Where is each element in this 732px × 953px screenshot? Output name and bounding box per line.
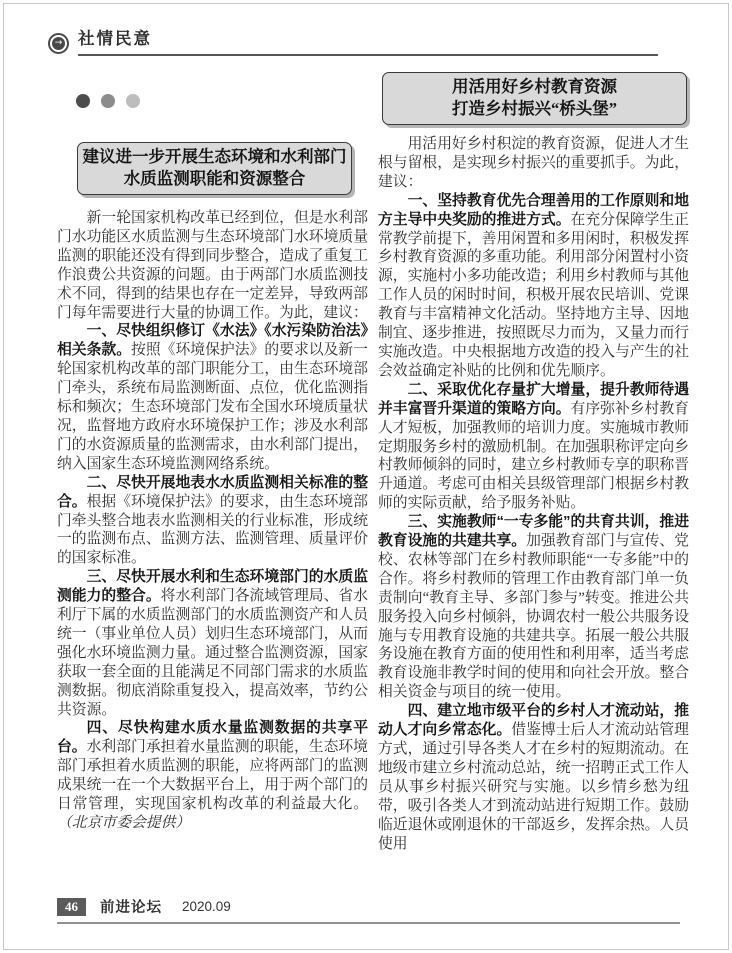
paragraph-lead: 一、尽快组织修订《水法》《水污染防治法》相关条款。 (57, 323, 368, 359)
paragraph-lead: 二、尽快开展地表水水质监测相关标准的整合。 (57, 474, 368, 510)
paragraph-text: 加强教育部门与宣传、党校、农林等部门在乡村教师职能“一专多能”中的合作。将乡村教师的管理工作由教育部门单一负责制向“教育主导、多部门参与”转变。推进公共服务投入向乡村倾斜，协调农村一般公共服务设施与专用教育设施的共建共享。拓展一般公共服务设施在教育方面的使用性和利用率，适当考虑教育设施非教学时间的使用和向社会开放。整合相关资金与项目的统一使用。 (378, 533, 689, 701)
header-rule (78, 25, 658, 56)
paragraph (57, 209, 368, 322)
left-title-line2: 水质监测职能和资源整合 (123, 169, 306, 188)
paragraph (57, 474, 368, 569)
paragraph-attribution: （北京市委会提供） (57, 815, 191, 831)
paragraph-text: 根据《环境保护法》的要求，由生态环境部门牵头整合地表水监测相关的行业标准，形成统一的监测布点、监测方法、监测管理、质量评价的国家标准。 (57, 493, 368, 567)
paragraph (378, 381, 689, 513)
paragraph (378, 513, 689, 702)
paragraph-lead: 四、尽快构建水质水量监测数据的共享平台。 (57, 720, 368, 756)
left-title-line1: 建议进一步开展生态环境和水利部门 (82, 147, 347, 166)
paragraph-lead: 三、尽快开展水利和生态环境部门的水质监测能力的整合。 (57, 569, 368, 605)
left-article-title (77, 142, 352, 195)
paragraph-text: 将水利部门各流域管理局、省水利厅下属的水质监测部门的水质监测资产和人员统一（事业单位人员）划归生态环境部门，从而强化水环境监测力量。通过整合监测资源，国家获取一套全面的且能满足不同部门需求的水质监测数据。彻底消除重复投入，提高效率，节约公共资源。 (57, 588, 368, 718)
dot-dark (76, 94, 90, 108)
paragraph-text: 按照《环境保护法》的要求以及新一轮国家机构改革的部门职能分工，由生态环境部门牵头，系统布局监测断面、点位，优化监测指标和频次；生态环境部门发布全国水环境质量状况，监督地方政府水环境保护工作；涉及水利部门的水资源质量的监测需求，由水利部门提出，纳入国家生态环境监测网络系统。 (57, 342, 368, 472)
paragraph-text: 在充分保障学生正常教学前提下，善用闲置和多用闲时，积极发挥乡村教育资源的多重功能。利用部分闲置村小资源，实施村小多功能改造；利用乡村教师与其他工作人员的闲时时间，积极开展农民培训、党课教育与丰富精神文化活动。坚持地方主导、因地制宜、逐步推进，按照既尽力而为，又量力而行实施改造。中央根据地方改造的投入与产生的社会效益确定补贴的比例和优先顺序。 (378, 211, 689, 379)
paragraph-lead: 三、实施教师“一专多能”的共育共训，推进教育设施的共建共享。 (378, 514, 689, 550)
journal-name: 前进论坛 (100, 900, 162, 916)
section-header (48, 26, 658, 56)
section-title: 社情民意 (78, 30, 152, 48)
content-columns (0, 56, 732, 853)
page-footer (57, 896, 680, 924)
paragraph-text: 水利部门承担着水量监测的职能，生态环境部门承担着水质监测的职能，应将两部门的监测成果统一在一个大数据平台上，用于两个部门的日常管理，实现国家机构改革的利益最大化。 (57, 739, 368, 813)
arrow-glyph: → (52, 37, 65, 50)
decorative-dots (76, 94, 368, 108)
paragraph-text: 新一轮国家机构改革已经到位，但是水利部门水功能区水质监测与生态环境部门水环境质量监测的职能还没有得到同步整合，造成了重复工作浪费公共资源的问题。由于两部门水质监测技术不同，得到的结果也存在一定差异，导致两部门每年需要进行大量的协调工作。为此，建议： (57, 210, 368, 321)
right-title-line2: 打造乡村振兴“桥头堡” (452, 99, 617, 118)
arrow-circle-icon (48, 33, 69, 54)
right-column (378, 56, 689, 853)
paragraph (378, 192, 689, 381)
paragraph (378, 135, 689, 192)
issue-number: 2020.09 (182, 899, 231, 914)
paragraph (57, 322, 368, 473)
paragraph-text: 用活用好乡村积淀的教育资源，促进人才生根与留根，是实现乡村振兴的重要抓手。为此，建议： (378, 136, 689, 190)
right-article-title (382, 72, 687, 125)
paragraph-text: 借鉴博士后人才流动站管理方式，通过引导各类人才在乡村的短期流动。在地级市建立乡村流动总站，统一招聘正式工作人员从事乡村振兴研究与实施。以乡情乡愁为纽带，吸引各类人才到流动站进行短期工作。鼓励临近退休或刚退休的干部返乡，发挥余热。人员使用 (378, 722, 689, 852)
paragraph-lead: 二、采取优化存量扩大增量，提升教师待遇并丰富晋升渠道的策略方向。 (378, 381, 689, 417)
page-number-badge: 46 (57, 898, 86, 916)
paragraph-lead: 一、坚持教育优先合理善用的工作原则和地方主导中央奖励的推进方式。 (378, 192, 689, 228)
left-column (57, 56, 368, 853)
dot-medium (101, 94, 115, 108)
paragraph (57, 719, 368, 832)
paragraph-text: 有序弥补乡村教育人才短板，加强教师的培训力度。实施城市教师定期服务乡村的激励机制。在加强职称评定向乡村教师倾斜的同时，建立乡村教师专享的职称晋升通道。考虑可由相关县级管理部门根据乡村教师的实际贡献，给予服务补贴。 (378, 400, 689, 512)
paragraph (57, 568, 368, 719)
paragraph (378, 702, 689, 853)
right-title-line1: 用活用好乡村教育资源 (452, 77, 617, 96)
paragraph-lead: 四、建立地市级平台的乡村人才流动站，推动人才向乡常态化。 (378, 703, 689, 739)
dot-light (126, 94, 140, 108)
